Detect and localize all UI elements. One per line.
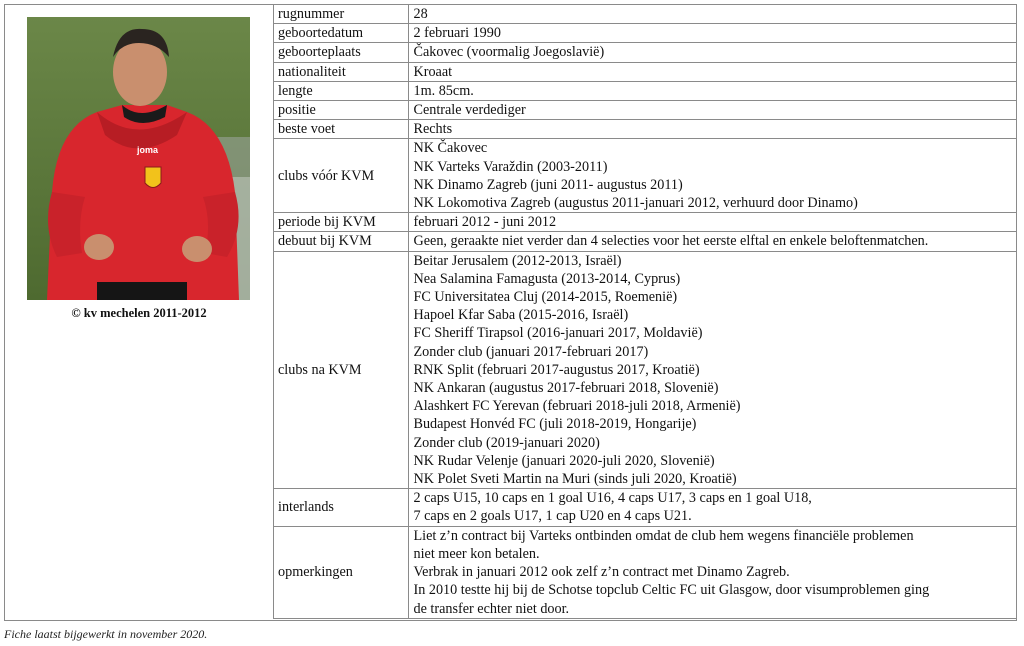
fiche-row — [274, 120, 1017, 139]
photo-cell — [5, 5, 273, 619]
fiche-label: interlands — [274, 489, 409, 526]
fiche-value-line: Čakovec (voormalig Joegoslavië) — [413, 44, 605, 61]
player-fiche-table — [273, 4, 1017, 619]
fiche-value-line: RNK Split (februari 2017-augustus 2017, Kroatië) — [413, 361, 700, 378]
fiche-label: clubs na KVM — [274, 251, 409, 489]
fiche-value — [409, 213, 1017, 232]
fiche-value-line: Liet z’n contract bij Varteks ontbinden omdat de club hem wegens financiële problemen — [413, 527, 914, 544]
fiche-value-line: NK Čakovec — [413, 140, 488, 157]
fiche-body — [274, 5, 1017, 619]
fiche-value — [409, 43, 1017, 62]
fiche-value-line: NK Ankaran (augustus 2017-februari 2018, Slovenië) — [413, 380, 719, 397]
fiche-value-line: 7 caps en 2 goals U17, 1 cap U20 en 4 caps U21. — [413, 508, 692, 525]
fiche-label: geboortedatum — [274, 24, 409, 43]
shirt-brand-logo: joma — [137, 145, 159, 155]
fiche-label: clubs vóór KVM — [274, 139, 409, 213]
fiche-label: nationaliteit — [274, 62, 409, 81]
fiche-value — [409, 489, 1017, 526]
fiche-label: geboorteplaats — [274, 43, 409, 62]
fiche-value-line: Zonder club (januari 2017-februari 2017) — [413, 343, 649, 360]
fiche-row — [274, 139, 1017, 213]
fiche-value-line: Zonder club (2019-januari 2020) — [413, 434, 600, 451]
player-photo — [27, 17, 250, 300]
fiche-value — [409, 81, 1017, 100]
fiche-row — [274, 62, 1017, 81]
fiche-label: positie — [274, 101, 409, 120]
fiche-value-line: Beitar Jerusalem (2012-2013, Israël) — [413, 252, 622, 269]
fiche-label: beste voet — [274, 120, 409, 139]
fiche-row — [274, 213, 1017, 232]
fiche-value — [409, 5, 1017, 24]
fiche-value-line: 1m. 85cm. — [413, 82, 474, 99]
footer-note: Fiche laatst bijgewerkt in november 2020. — [4, 627, 208, 641]
fiche-value-line: In 2010 testte hij bij de Schotse topclub Celtic FC uit Glasgow, door visumproblemen ging — [413, 582, 930, 599]
fiche-value-line: Centrale verdediger — [413, 102, 526, 119]
fiche-row — [274, 232, 1017, 251]
fiche-value-line: NK Rudar Velenje (januari 2020-juli 2020, Slovenië) — [413, 452, 715, 469]
fiche-value-line: Rechts — [413, 121, 453, 138]
fiche-value-line: FC Sheriff Tirapsol (2016-januari 2017, Moldavië) — [413, 325, 703, 342]
fiche-row — [274, 526, 1017, 618]
fiche-value — [409, 101, 1017, 120]
fiche-row — [274, 101, 1017, 120]
fiche-value-line: 2 februari 1990 — [413, 25, 501, 42]
player-photo-illustration — [27, 17, 250, 300]
fiche-value — [409, 24, 1017, 43]
fiche-value-line: niet meer kon betalen. — [413, 545, 540, 562]
fiche-value-line: februari 2012 - juni 2012 — [413, 214, 557, 231]
photo-caption: © kv mechelen 2011-2012 — [71, 306, 207, 320]
fiche-label: opmerkingen — [274, 526, 409, 618]
fiche-label: periode bij KVM — [274, 213, 409, 232]
fiche-row — [274, 251, 1017, 489]
fiche-value-line: NK Polet Sveti Martin na Muri (sinds juli 2020, Kroatië) — [413, 471, 737, 488]
fiche-value — [409, 251, 1017, 489]
fiche-value-line: Hapoel Kfar Saba (2015-2016, Israël) — [413, 307, 629, 324]
fiche-value-line: Verbrak in januari 2012 ook zelf z’n contract met Dinamo Zagreb. — [413, 564, 790, 581]
fiche-label: rugnummer — [274, 5, 409, 24]
fiche-value-line: 28 — [413, 6, 428, 22]
fiche-row — [274, 5, 1017, 24]
fiche-label: debuut bij KVM — [274, 232, 409, 251]
fiche-value — [409, 120, 1017, 139]
fiche-row — [274, 81, 1017, 100]
fiche-value-line: FC Universitatea Cluj (2014-2015, Roemenië) — [413, 289, 678, 306]
fiche-label: lengte — [274, 81, 409, 100]
fiche-value-line: Budapest Honvéd FC (juli 2018-2019, Hongarije) — [413, 416, 697, 433]
fiche-row — [274, 489, 1017, 526]
fiche-value-line: NK Dinamo Zagreb (juni 2011- augustus 2011) — [413, 176, 683, 193]
fiche-row — [274, 43, 1017, 62]
fiche-value — [409, 526, 1017, 618]
fiche-value-line: 2 caps U15, 10 caps en 1 goal U16, 4 caps U17, 3 caps en 1 goal U18, — [413, 490, 812, 507]
fiche-value-line: NK Varteks Varaždin (2003-2011) — [413, 158, 608, 175]
fiche-value — [409, 62, 1017, 81]
fiche-value-line: Nea Salamina Famagusta (2013-2014, Cyprus) — [413, 270, 681, 287]
fiche-value-line: de transfer echter niet door. — [413, 600, 570, 617]
fiche-row — [274, 24, 1017, 43]
fiche-value-line: Kroaat — [413, 63, 453, 80]
fiche-value-line: NK Lokomotiva Zagreb (augustus 2011-januari 2012, verhuurd door Dinamo) — [413, 195, 858, 212]
fiche-value — [409, 139, 1017, 213]
fiche-value-line: Geen, geraakte niet verder dan 4 selecties voor het eerste elftal en enkele beloftenmatchen. — [413, 233, 929, 250]
fiche-value — [409, 232, 1017, 251]
fiche-value-line: Alashkert FC Yerevan (februari 2018-juli 2018, Armenië) — [413, 398, 741, 415]
